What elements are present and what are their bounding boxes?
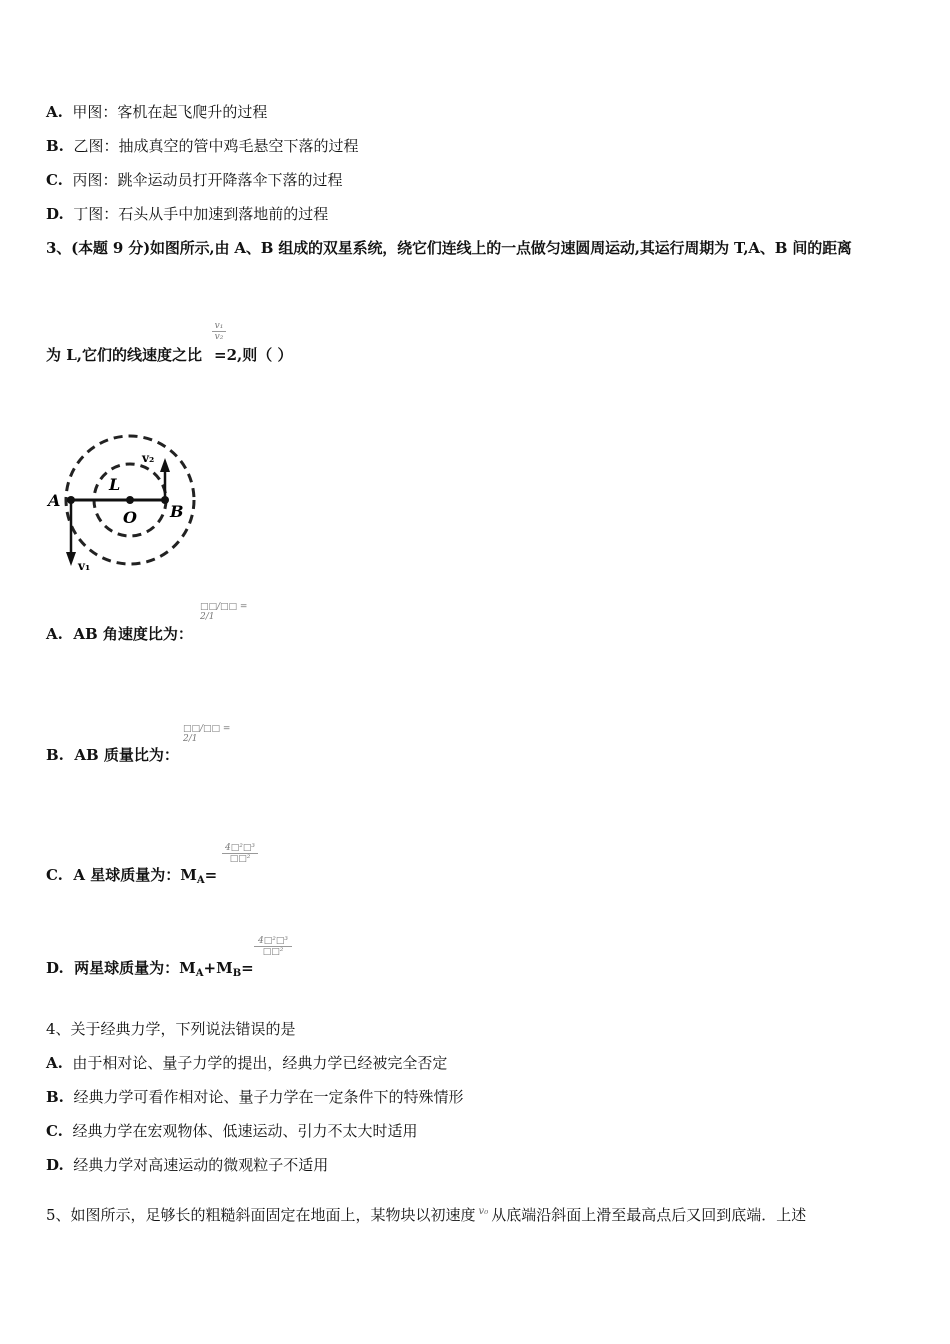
option-text: 经典力学在宏观物体、低速运动、引力不太大时适用 [72, 1122, 418, 1140]
option-text: 经典力学对高速运动的微观粒子不适用 [73, 1156, 329, 1174]
label-b: B [170, 502, 184, 521]
q3-option-c-formula [222, 843, 258, 864]
q2-option-b [46, 136, 358, 156]
ratio-denominator: v₂ [212, 331, 226, 342]
q3-option-a-formula: □□/□□ = 2/1 [200, 602, 248, 622]
option-label: A. [46, 1054, 63, 1072]
option-label: B. [46, 746, 64, 764]
label-a: A [48, 491, 61, 510]
formula-denominator: □□² [222, 853, 258, 864]
option-label: C. [46, 1122, 63, 1140]
mass-subscript-a: A [196, 875, 205, 886]
label-v1: v₁ [78, 559, 91, 573]
option-text: 丙图：跳伞运动员打开降落伞下落的过程 [72, 171, 343, 189]
q3-option-b [46, 745, 179, 765]
option-label: A. [46, 625, 63, 643]
option-label: B. [46, 1088, 64, 1106]
equals-sign: = [241, 959, 254, 977]
q4-option-a [46, 1053, 447, 1073]
option-label: C. [46, 171, 63, 189]
stem-pre: 5、如图所示，足够长的粗糙斜面固定在地面上，某物块以初速度 [46, 1206, 476, 1224]
center-o [126, 496, 134, 504]
v0-symbol: v₀ [478, 1206, 489, 1217]
formula-denominator: □□² [254, 946, 292, 957]
option-text: 经典力学可看作相对论、量子力学在一定条件下的特殊情形 [73, 1088, 464, 1106]
option-label: D. [46, 1156, 64, 1174]
option-text: 丁图：石头从手中加速到落地前的过程 [73, 205, 329, 223]
q4-stem: 4、关于经典力学，下列说法错误的是 [46, 1020, 296, 1038]
q2-option-a [46, 102, 267, 122]
binary-star-figure [44, 430, 204, 580]
label-o: O [123, 508, 137, 527]
label-l: L [109, 475, 121, 494]
q3-option-c [46, 865, 217, 891]
option-label: D. [46, 205, 64, 223]
option-text: AB 角速度比为： [73, 625, 193, 643]
q5-stem [46, 1202, 806, 1225]
q4-option-b [46, 1087, 463, 1107]
mass-subscript-a: A [195, 968, 204, 979]
q2-option-c [46, 170, 342, 190]
q3-option-d [46, 958, 254, 984]
q4-option-c [46, 1121, 417, 1141]
q3-stem-line2 [46, 345, 292, 365]
ratio-numerator: v₁ [214, 321, 224, 331]
option-text: A 星球质量为：M [73, 866, 197, 884]
option-text: 乙图：抽成真空的管中鸡毛悬空下落的过程 [73, 137, 359, 155]
option-label: B. [46, 137, 64, 155]
label-v2: v₂ [142, 451, 155, 465]
v1-arrowhead [66, 552, 76, 566]
option-label: D. [46, 959, 64, 977]
v2-arrowhead [160, 458, 170, 472]
option-text: AB 质量比为： [74, 746, 179, 764]
option-label: A. [46, 103, 63, 121]
stem-post: 从底端沿斜面上滑至最高点后又回到底端．上述 [491, 1206, 807, 1224]
formula-numerator: 4□²□³ [225, 843, 255, 853]
option-text: 甲图：客机在起飞爬升的过程 [72, 103, 268, 121]
q4-option-d [46, 1155, 328, 1175]
option-text: 由于相对论、量子力学的提出，经典力学已经被完全否定 [72, 1054, 448, 1072]
option-text: 两星球质量为：M [74, 959, 196, 977]
stem-line2-post: =2,则（ ） [214, 346, 293, 364]
q3-velocity-ratio [212, 321, 226, 342]
q3-stem-line1: 3、(本题 9 分)如图所示,由 A、B 组成的双星系统，绕它们连线上的一点做匀速圆周运动,其运行周期为 T,A、B 间的距离 [46, 239, 852, 257]
q3-option-a [46, 624, 193, 644]
q2-option-d [46, 204, 328, 224]
mass-subscript-b: B [232, 968, 242, 979]
plus-mass: +M [203, 959, 233, 977]
option-label: C. [46, 866, 63, 884]
q3-option-d-formula [254, 936, 292, 957]
q3-option-b-formula: □□/□□ = 2/1 [183, 724, 231, 744]
equals-sign: = [204, 866, 218, 884]
formula-numerator: 4□²□³ [258, 936, 288, 946]
stem-line2-pre: 为 L,它们的线速度之比 [46, 346, 202, 364]
